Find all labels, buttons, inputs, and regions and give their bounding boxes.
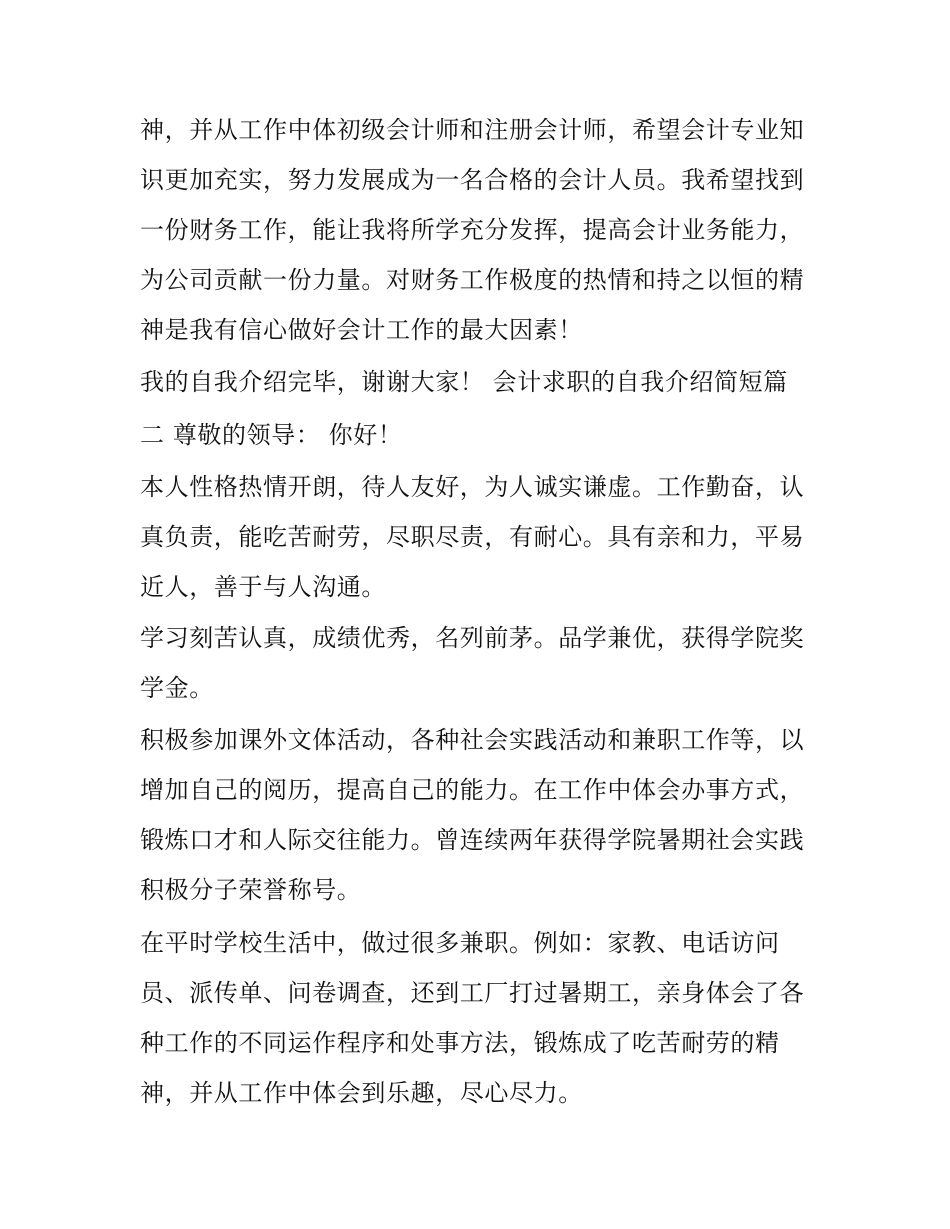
text-line: 增加自己的阅历，提高自己的能力。在工作中体会办事方式，: [140, 776, 805, 804]
text-line: 真负责，能吃苦耐劳，尽职尽责，有耐心。具有亲和力，平易: [140, 523, 805, 551]
text-line: 一份财务工作，能让我将所学充分发挥，提高会计业务能力，: [140, 216, 805, 244]
text-line: 识更加充实，努力发展成为一名合格的会计人员。我希望找到: [140, 166, 805, 194]
text-line: 种工作的不同运作程序和处事方法，锻炼成了吃苦耐劳的精: [140, 1029, 780, 1057]
text-line: 二 尊敬的领导： 你好！: [140, 421, 403, 449]
text-line: 在平时学校生活中，做过很多兼职。例如：家教、电话访问: [140, 929, 780, 957]
text-line: 近人，善于与人沟通。: [140, 573, 386, 601]
text-line: 员、派传单、问卷调查，还到工厂打过暑期工，亲身体会了各: [140, 979, 805, 1007]
text-line: 神，并从工作中体会到乐趣，尽心尽力。: [140, 1079, 583, 1107]
text-line: 为公司贡献一份力量。对财务工作极度的热情和持之以恒的精: [140, 266, 805, 294]
text-line: 神，并从工作中体初级会计师和注册会计师，希望会计专业知: [140, 116, 805, 144]
text-line: 积极分子荣誉称号。: [140, 876, 362, 904]
text-line: 积极参加课外文体活动，各种社会实践活动和兼职工作等，以: [140, 726, 805, 754]
text-line: 我的自我介绍完毕，谢谢大家！ 会计求职的自我介绍简短篇: [140, 368, 788, 396]
text-line: 学习刻苦认真，成绩优秀，名列前茅。品学兼优，获得学院奖: [140, 624, 805, 652]
text-line: 神是我有信心做好会计工作的最大因素！: [140, 316, 583, 344]
text-line: 锻炼口才和人际交往能力。曾连续两年获得学院暑期社会实践: [140, 826, 805, 854]
text-line: 本人性格热情开朗，待人友好，为人诚实谦虚。工作勤奋，认: [140, 473, 805, 501]
text-line: 学金。: [140, 674, 214, 702]
